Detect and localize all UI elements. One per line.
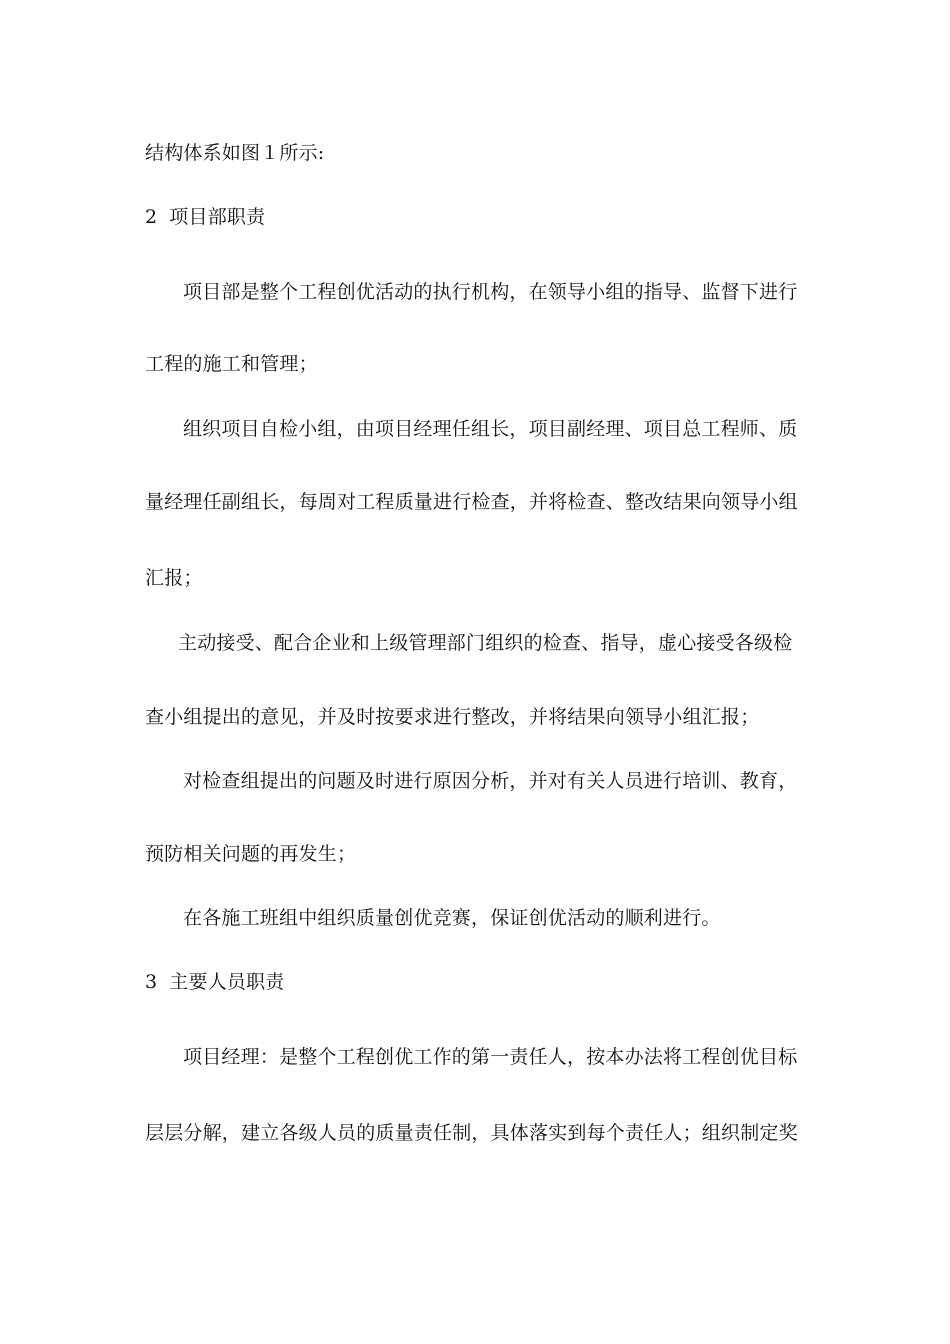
paragraph-line: 项目部是整个工程创优活动的执行机构，在领导小组的指导、监督下进行	[183, 281, 798, 303]
section-3-heading	[145, 970, 285, 994]
section-2-heading	[145, 205, 265, 229]
paragraph-line: 组织项目自检小组，由项目经理任组长，项目副经理、项目总工程师、质	[183, 418, 798, 440]
paragraph-line: 在各施工班组中组织质量创优竞赛，保证创优活动的顺利进行。	[183, 907, 721, 929]
paragraph-line: 查小组提出的意见，并及时按要求进行整改，并将结果向领导小组汇报；	[145, 706, 760, 728]
section-3-number: 3	[145, 971, 158, 993]
section-2-number: 2	[145, 206, 158, 228]
paragraph-line: 层层分解，建立各级人员的质量责任制，具体落实到每个责任人；组织制定奖	[145, 1122, 798, 1144]
paragraph-line: 汇报；	[145, 567, 203, 589]
paragraph-line: 对检查组提出的问题及时进行原因分析，并对有关人员进行培训、教育，	[183, 770, 798, 792]
paragraph-line: 预防相关问题的再发生；	[145, 843, 357, 865]
section-2-title: 项目部职责	[169, 206, 266, 228]
paragraph-line: 工程的施工和管理；	[145, 353, 318, 375]
paragraph-line: 项目经理：是整个工程创优工作的第一责任人，按本办法将工程创优目标	[183, 1046, 798, 1068]
paragraph-line: 主动接受、配合企业和上级管理部门组织的检查、指导，虚心接受各级检	[178, 632, 793, 654]
intro-text: 结构体系如图１所示:	[145, 142, 325, 164]
paragraph-line: 量经理任副组长，每周对工程质量进行检查，并将检查、整改结果向领导小组	[145, 491, 798, 513]
section-3-title: 主要人员职责	[169, 971, 285, 993]
